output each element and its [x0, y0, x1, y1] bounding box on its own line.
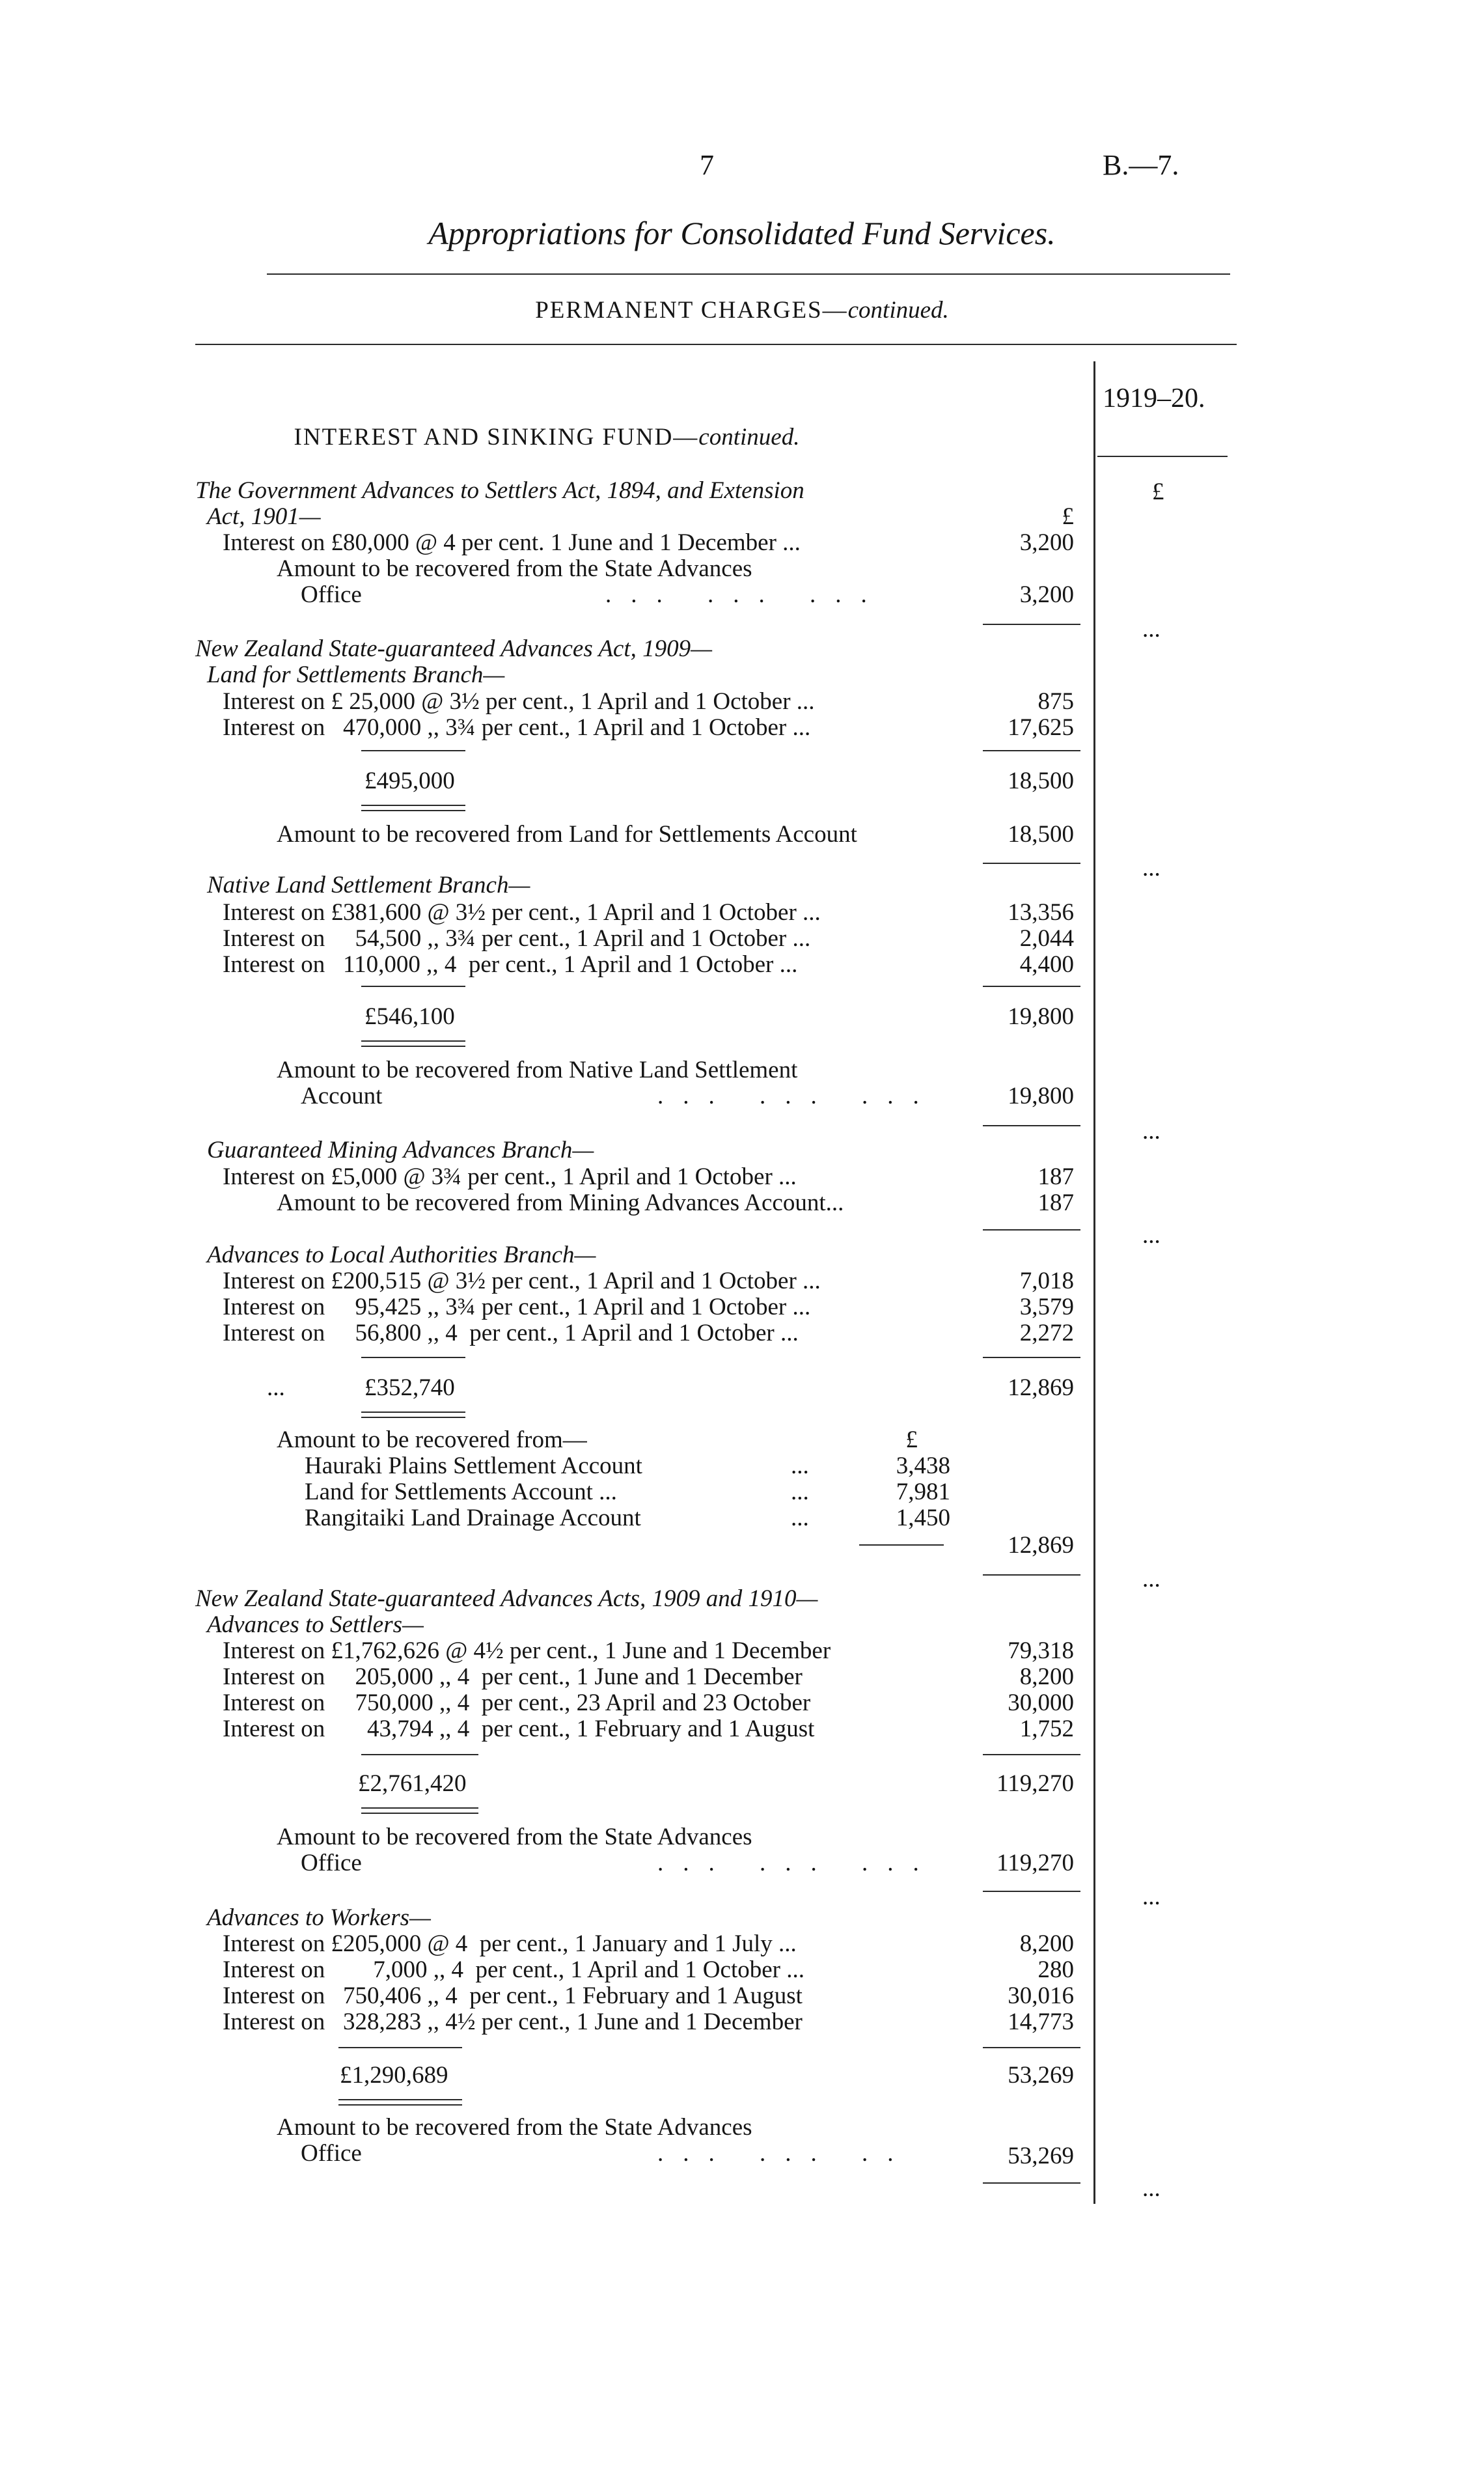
- year-column-header: 1919–20.: [1103, 383, 1205, 413]
- subtotal-value: 53,269: [1008, 2062, 1074, 2089]
- subtotal-value: 119,270: [996, 1770, 1074, 1797]
- leader-dots: ... ... ..: [657, 2140, 913, 2167]
- interest-value: 187: [1037, 1163, 1074, 1190]
- sum-rule: [983, 2047, 1080, 2048]
- amount-unit: £: [1062, 503, 1074, 530]
- amount-unit: £: [905, 1426, 918, 1453]
- interest-line: Interest on 95,425 ,, 3¾ per cent., 1 April and 1 October ...: [223, 1294, 811, 1320]
- document-reference: B.—7.: [1103, 149, 1179, 181]
- interest-line: Interest on 470,000 ,, 3¾ per cent., 1 April and 1 October ...: [223, 714, 811, 741]
- interest-value: 875: [1037, 688, 1074, 715]
- branch-title: Land for Settlements Branch—: [207, 661, 505, 688]
- interest-line: Interest on £ 25,000 @ 3½ per cent., 1 April and 1 October ...: [223, 688, 815, 715]
- double-rule: [361, 1412, 465, 1413]
- branch-title: Advances to Workers—: [207, 1904, 431, 1931]
- subtotal-rule: [983, 2182, 1080, 2184]
- year-value: ...: [1142, 1222, 1161, 1249]
- interest-value: 17,625: [1008, 714, 1074, 741]
- year-value: ...: [1142, 2175, 1161, 2202]
- double-rule: [361, 1046, 465, 1047]
- interest-line: Interest on 56,800 ,, 4 per cent., 1 April and 1 October ...: [223, 1320, 799, 1346]
- subtotal-rule: [983, 863, 1080, 864]
- interest-value: 4,400: [1019, 951, 1074, 978]
- subtotal-principal: £495,000: [364, 768, 455, 794]
- leader-dots: ... ... ...: [657, 1083, 939, 1109]
- recovery-value: 3,200: [1019, 581, 1074, 608]
- year-header-rule: [1097, 456, 1228, 457]
- interest-line: Interest on £205,000 @ 4 per cent., 1 January and 1 July ...: [223, 1930, 797, 1957]
- interest-value: 14,773: [1008, 2009, 1074, 2035]
- interest-line: Interest on 328,283 ,, 4½ per cent., 1 June and 1 December: [223, 2009, 803, 2035]
- year-unit: £: [1152, 479, 1164, 505]
- subtotal-rule: [983, 1229, 1080, 1231]
- account-value: 1,450: [896, 1505, 950, 1531]
- branch-title: Guaranteed Mining Advances Branch—: [207, 1137, 594, 1163]
- interest-line: Interest on 43,794 ,, 4 per cent., 1 February and 1 August: [223, 1716, 815, 1742]
- double-rule: [338, 2099, 462, 2100]
- leader-dots: ...: [791, 1505, 809, 1531]
- recovery-value: 53,269: [1008, 2143, 1074, 2169]
- interest-value: 8,200: [1019, 1663, 1074, 1690]
- interest-line: Interest on £200,515 @ 3½ per cent., 1 April and 1 October ...: [223, 1268, 821, 1294]
- sum-rule: [361, 1357, 465, 1358]
- recovery-value: 19,800: [1008, 1083, 1074, 1109]
- title-rule: [267, 273, 1230, 275]
- recovery-value: 119,270: [996, 1850, 1074, 1876]
- interest-value: 79,318: [1008, 1637, 1074, 1664]
- year-value: ...: [1142, 1884, 1161, 1910]
- act-title-continued: Act, 1901—: [207, 503, 321, 530]
- leader-dots: ... ... ...: [605, 581, 886, 608]
- leader-dots: ...: [267, 1374, 285, 1401]
- account-name: Hauraki Plains Settlement Account: [305, 1453, 642, 1479]
- interest-value: 8,200: [1019, 1930, 1074, 1957]
- page-title: Appropriations for Consolidated Fund Services.: [428, 215, 1056, 251]
- sum-rule: [361, 1754, 478, 1755]
- subtotal-rule: [983, 1125, 1080, 1126]
- interest-value: 1,752: [1019, 1716, 1074, 1742]
- year-value: ...: [1142, 1118, 1161, 1145]
- recovery-line: Amount to be recovered from Native Land Settlement: [277, 1057, 798, 1083]
- double-rule: [361, 810, 465, 811]
- sum-rule: [361, 750, 465, 751]
- interest-line: Interest on £5,000 @ 3¾ per cent., 1 April and 1 October ...: [223, 1163, 797, 1190]
- subtotal-principal: £2,761,420: [358, 1770, 467, 1797]
- subtotal-principal: £546,100: [364, 1003, 455, 1030]
- account-name: Rangitaiki Land Drainage Account: [305, 1505, 641, 1531]
- recovery-line: Amount to be recovered from the State Advances: [277, 1824, 752, 1850]
- interest-value: 2,272: [1019, 1320, 1074, 1346]
- sum-rule: [983, 750, 1080, 751]
- sum-rule: [983, 1357, 1080, 1358]
- sum-rule: [983, 1754, 1080, 1755]
- interest-value: 30,016: [1008, 1982, 1074, 2009]
- subtotal-value: 18,500: [1008, 768, 1074, 794]
- sum-rule: [338, 2047, 462, 2048]
- recovery-line-continued: Account: [301, 1083, 383, 1109]
- subtotal-rule: [983, 1891, 1080, 1892]
- double-rule: [361, 1807, 478, 1809]
- section-rule: [195, 344, 1237, 345]
- interest-value: 13,356: [1008, 899, 1074, 926]
- subtotal-principal: £352,740: [364, 1374, 455, 1401]
- subtotal-value: 12,869: [1008, 1374, 1074, 1401]
- year-value: ...: [1142, 855, 1161, 882]
- double-rule: [361, 1040, 465, 1042]
- act-title: New Zealand State-guaranteed Advances Act, 1909—: [195, 635, 713, 662]
- branch-title: Native Land Settlement Branch—: [207, 872, 530, 898]
- sum-rule: [361, 986, 465, 987]
- leader-dots: ...: [791, 1479, 809, 1505]
- interest-line: Interest on 54,500 ,, 3¾ per cent., 1 April and 1 October ...: [223, 925, 811, 952]
- interest-value: 7,018: [1019, 1268, 1074, 1294]
- recovery-line: Amount to be recovered from Land for Settlements Account: [277, 821, 857, 848]
- recovery-line-continued: Office: [301, 1850, 362, 1876]
- account-value: 3,438: [896, 1453, 950, 1479]
- account-name: Land for Settlements Account ...: [305, 1479, 617, 1505]
- interest-line: Interest on £381,600 @ 3½ per cent., 1 April and 1 October ...: [223, 899, 821, 926]
- sum-rule: [859, 1544, 944, 1546]
- recovery-value: 12,869: [1008, 1532, 1074, 1559]
- interest-line: Interest on 205,000 ,, 4 per cent., 1 June and 1 December: [223, 1663, 803, 1690]
- subtotal-rule: [983, 1574, 1080, 1576]
- leader-dots: ...: [791, 1453, 809, 1479]
- recovery-line: Amount to be recovered from Mining Advances Account...: [277, 1189, 844, 1216]
- interest-value: 280: [1037, 1956, 1074, 1983]
- year-column-rule: [1093, 361, 1095, 2204]
- interest-line: Interest on 110,000 ,, 4 per cent., 1 April and 1 October ...: [223, 951, 798, 978]
- year-value: ...: [1142, 1566, 1161, 1593]
- section-heading: PERMANENT CHARGES—continued.: [535, 297, 949, 324]
- recovery-line: Amount to be recovered from the State Advances: [277, 2114, 752, 2141]
- act-title: New Zealand State-guaranteed Advances Acts, 1909 and 1910—: [195, 1585, 818, 1612]
- interest-value: 30,000: [1008, 1690, 1074, 1716]
- recovery-line-continued: Office: [301, 581, 362, 608]
- interest-value: 2,044: [1019, 925, 1074, 952]
- subtotal-principal: £1,290,689: [340, 2062, 448, 2089]
- act-title: The Government Advances to Settlers Act, 1894, and Extension: [195, 477, 804, 504]
- recovery-value: 187: [1037, 1189, 1074, 1216]
- interest-line: Interest on £80,000 @ 4 per cent. 1 June and 1 December ...: [223, 529, 801, 556]
- branch-title: Advances to Settlers—: [207, 1611, 424, 1638]
- interest-line: Interest on 750,000 ,, 4 per cent., 23 April and 23 October: [223, 1690, 811, 1716]
- leader-dots: ... ... ...: [657, 1850, 939, 1876]
- interest-line: Interest on 7,000 ,, 4 per cent., 1 April and 1 October ...: [223, 1956, 804, 1983]
- page-number: 7: [700, 149, 714, 181]
- double-rule: [361, 1417, 465, 1418]
- interest-value: 3,200: [1019, 529, 1074, 556]
- subtotal-value: 19,800: [1008, 1003, 1074, 1030]
- double-rule: [338, 2104, 462, 2106]
- interest-value: 3,579: [1019, 1294, 1074, 1320]
- double-rule: [361, 1813, 478, 1814]
- recovery-heading: Amount to be recovered from—: [277, 1426, 587, 1453]
- branch-title: Advances to Local Authorities Branch—: [207, 1242, 596, 1268]
- interest-line: Interest on 750,406 ,, 4 per cent., 1 February and 1 August: [223, 1982, 803, 2009]
- subheading: INTEREST AND SINKING FUND—continued.: [294, 424, 800, 451]
- double-rule: [361, 805, 465, 806]
- account-value: 7,981: [896, 1479, 950, 1505]
- sum-rule: [983, 986, 1080, 987]
- subtotal-rule: [983, 624, 1080, 625]
- year-value: ...: [1142, 616, 1161, 643]
- recovery-line: Amount to be recovered from the State Advances: [277, 555, 752, 582]
- interest-line: Interest on £1,762,626 @ 4½ per cent., 1 June and 1 December: [223, 1637, 831, 1664]
- recovery-line-continued: Office: [301, 2140, 362, 2167]
- recovery-value: 18,500: [1008, 821, 1074, 848]
